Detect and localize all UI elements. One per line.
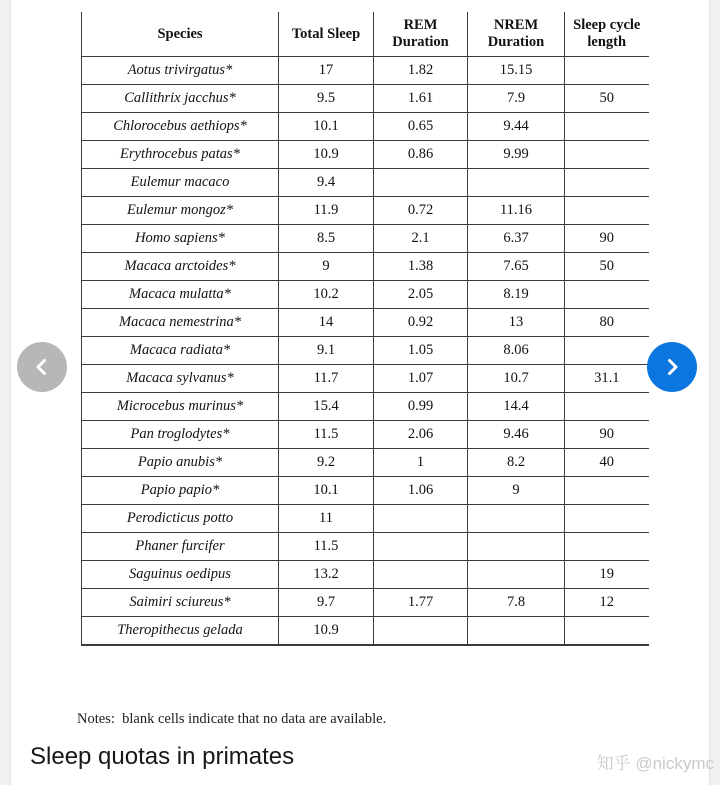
table-row [82, 561, 649, 589]
species-cell: Callithrix jacchus* [82, 85, 279, 113]
value-cell [374, 169, 468, 197]
value-cell: 9 [468, 477, 565, 505]
table-row [82, 225, 649, 253]
value-cell [374, 617, 468, 646]
carousel-next-button[interactable] [647, 342, 697, 392]
value-cell [565, 281, 649, 309]
value-cell [565, 477, 649, 505]
table-row [82, 253, 649, 281]
value-cell: 19 [565, 561, 649, 589]
value-cell [468, 617, 565, 646]
value-cell: 1.82 [374, 57, 468, 85]
species-cell: Saimiri sciureus* [82, 589, 279, 617]
value-cell: 15.15 [468, 57, 565, 85]
value-cell: 11.16 [468, 197, 565, 225]
value-cell: 10.1 [279, 477, 374, 505]
species-cell: Macaca radiata* [82, 337, 279, 365]
table-row [82, 617, 649, 646]
value-cell: 11.5 [279, 533, 374, 561]
value-cell [565, 617, 649, 646]
species-cell: Macaca mulatta* [82, 281, 279, 309]
value-cell: 14 [279, 309, 374, 337]
value-cell: 2.06 [374, 421, 468, 449]
value-cell [565, 141, 649, 169]
table-header-cell: Sleep cycle length [565, 12, 649, 57]
table-row [82, 197, 649, 225]
table-notes: Notes: blank cells indicate that no data are available. [77, 710, 387, 727]
species-cell: Saguinus oedipus [82, 561, 279, 589]
value-cell: 9.7 [279, 589, 374, 617]
table-row [82, 113, 649, 141]
table-row [82, 421, 649, 449]
species-cell: Microcebus murinus* [82, 393, 279, 421]
value-cell: 11.5 [279, 421, 374, 449]
value-cell: 9.44 [468, 113, 565, 141]
value-cell: 1.06 [374, 477, 468, 505]
table-row [82, 449, 649, 477]
value-cell: 1.77 [374, 589, 468, 617]
value-cell [565, 169, 649, 197]
value-cell: 8.19 [468, 281, 565, 309]
species-cell: Eulemur macaco [82, 169, 279, 197]
species-cell: Erythrocebus patas* [82, 141, 279, 169]
table-row [82, 281, 649, 309]
value-cell: 9.5 [279, 85, 374, 113]
species-cell: Theropithecus gelada [82, 617, 279, 646]
value-cell: 10.1 [279, 113, 374, 141]
value-cell [374, 561, 468, 589]
value-cell: 90 [565, 421, 649, 449]
value-cell: 50 [565, 253, 649, 281]
species-cell: Eulemur mongoz* [82, 197, 279, 225]
species-cell: Macaca arctoides* [82, 253, 279, 281]
value-cell [468, 505, 565, 533]
table-header-row [82, 12, 649, 57]
value-cell: 10.7 [468, 365, 565, 393]
value-cell: 0.72 [374, 197, 468, 225]
value-cell: 1.38 [374, 253, 468, 281]
page-gutter-left [0, 0, 11, 785]
value-cell [565, 197, 649, 225]
value-cell: 0.65 [374, 113, 468, 141]
value-cell: 9.46 [468, 421, 565, 449]
value-cell [565, 393, 649, 421]
table-row [82, 85, 649, 113]
value-cell: 8.5 [279, 225, 374, 253]
table-row [82, 589, 649, 617]
value-cell: 1.07 [374, 365, 468, 393]
value-cell: 14.4 [468, 393, 565, 421]
chevron-left-icon [32, 357, 52, 377]
table-body [82, 57, 649, 646]
table-header-cell: Total Sleep [279, 12, 374, 57]
table-header-cell: NREM Duration [468, 12, 565, 57]
value-cell: 0.92 [374, 309, 468, 337]
value-cell: 7.9 [468, 85, 565, 113]
value-cell: 9 [279, 253, 374, 281]
species-cell: Perodicticus potto [82, 505, 279, 533]
value-cell [374, 505, 468, 533]
value-cell: 9.4 [279, 169, 374, 197]
value-cell [565, 57, 649, 85]
table-row [82, 309, 649, 337]
table-row [82, 57, 649, 85]
value-cell: 9.1 [279, 337, 374, 365]
table-row [82, 365, 649, 393]
value-cell: 12 [565, 589, 649, 617]
value-cell: 2.05 [374, 281, 468, 309]
value-cell: 50 [565, 85, 649, 113]
value-cell [374, 533, 468, 561]
carousel-prev-button[interactable] [17, 342, 67, 392]
value-cell: 13.2 [279, 561, 374, 589]
table-row [82, 337, 649, 365]
value-cell: 13 [468, 309, 565, 337]
species-cell: Chlorocebus aethiops* [82, 113, 279, 141]
species-cell: Aotus trivirgatus* [82, 57, 279, 85]
table-row [82, 141, 649, 169]
value-cell: 1.61 [374, 85, 468, 113]
species-cell: Macaca sylvanus* [82, 365, 279, 393]
value-cell: 10.9 [279, 617, 374, 646]
value-cell: 6.37 [468, 225, 565, 253]
value-cell: 7.65 [468, 253, 565, 281]
species-cell: Homo sapiens* [82, 225, 279, 253]
value-cell [565, 505, 649, 533]
value-cell [565, 113, 649, 141]
table-row [82, 393, 649, 421]
table-row [82, 533, 649, 561]
value-cell: 2.1 [374, 225, 468, 253]
table-row [82, 477, 649, 505]
value-cell: 0.99 [374, 393, 468, 421]
zhihu-watermark: 知乎 @nickymc [596, 754, 714, 773]
table-header-cell: REM Duration [374, 12, 468, 57]
value-cell: 11.9 [279, 197, 374, 225]
table-header-cell: Species [82, 12, 279, 57]
value-cell: 9.2 [279, 449, 374, 477]
value-cell: 17 [279, 57, 374, 85]
species-cell: Papio anubis* [82, 449, 279, 477]
value-cell: 90 [565, 225, 649, 253]
page-gutter-right [709, 0, 720, 785]
value-cell [468, 533, 565, 561]
value-cell: 0.86 [374, 141, 468, 169]
table-row [82, 169, 649, 197]
value-cell: 11.7 [279, 365, 374, 393]
value-cell: 11 [279, 505, 374, 533]
value-cell: 9.99 [468, 141, 565, 169]
primate-sleep-table [81, 12, 649, 646]
value-cell: 8.06 [468, 337, 565, 365]
value-cell: 40 [565, 449, 649, 477]
value-cell: 15.4 [279, 393, 374, 421]
chevron-right-icon [662, 357, 682, 377]
species-cell: Phaner furcifer [82, 533, 279, 561]
species-cell: Pan troglodytes* [82, 421, 279, 449]
table-row [82, 505, 649, 533]
species-cell: Macaca nemestrina* [82, 309, 279, 337]
image-caption: Sleep quotas in primates [30, 743, 295, 770]
value-cell: 1.05 [374, 337, 468, 365]
value-cell: 31.1 [565, 365, 649, 393]
value-cell: 1 [374, 449, 468, 477]
value-cell: 80 [565, 309, 649, 337]
value-cell: 7.8 [468, 589, 565, 617]
species-cell: Papio papio* [82, 477, 279, 505]
value-cell [468, 169, 565, 197]
value-cell: 10.9 [279, 141, 374, 169]
value-cell [468, 561, 565, 589]
value-cell: 10.2 [279, 281, 374, 309]
value-cell: 8.2 [468, 449, 565, 477]
value-cell [565, 533, 649, 561]
value-cell [565, 337, 649, 365]
